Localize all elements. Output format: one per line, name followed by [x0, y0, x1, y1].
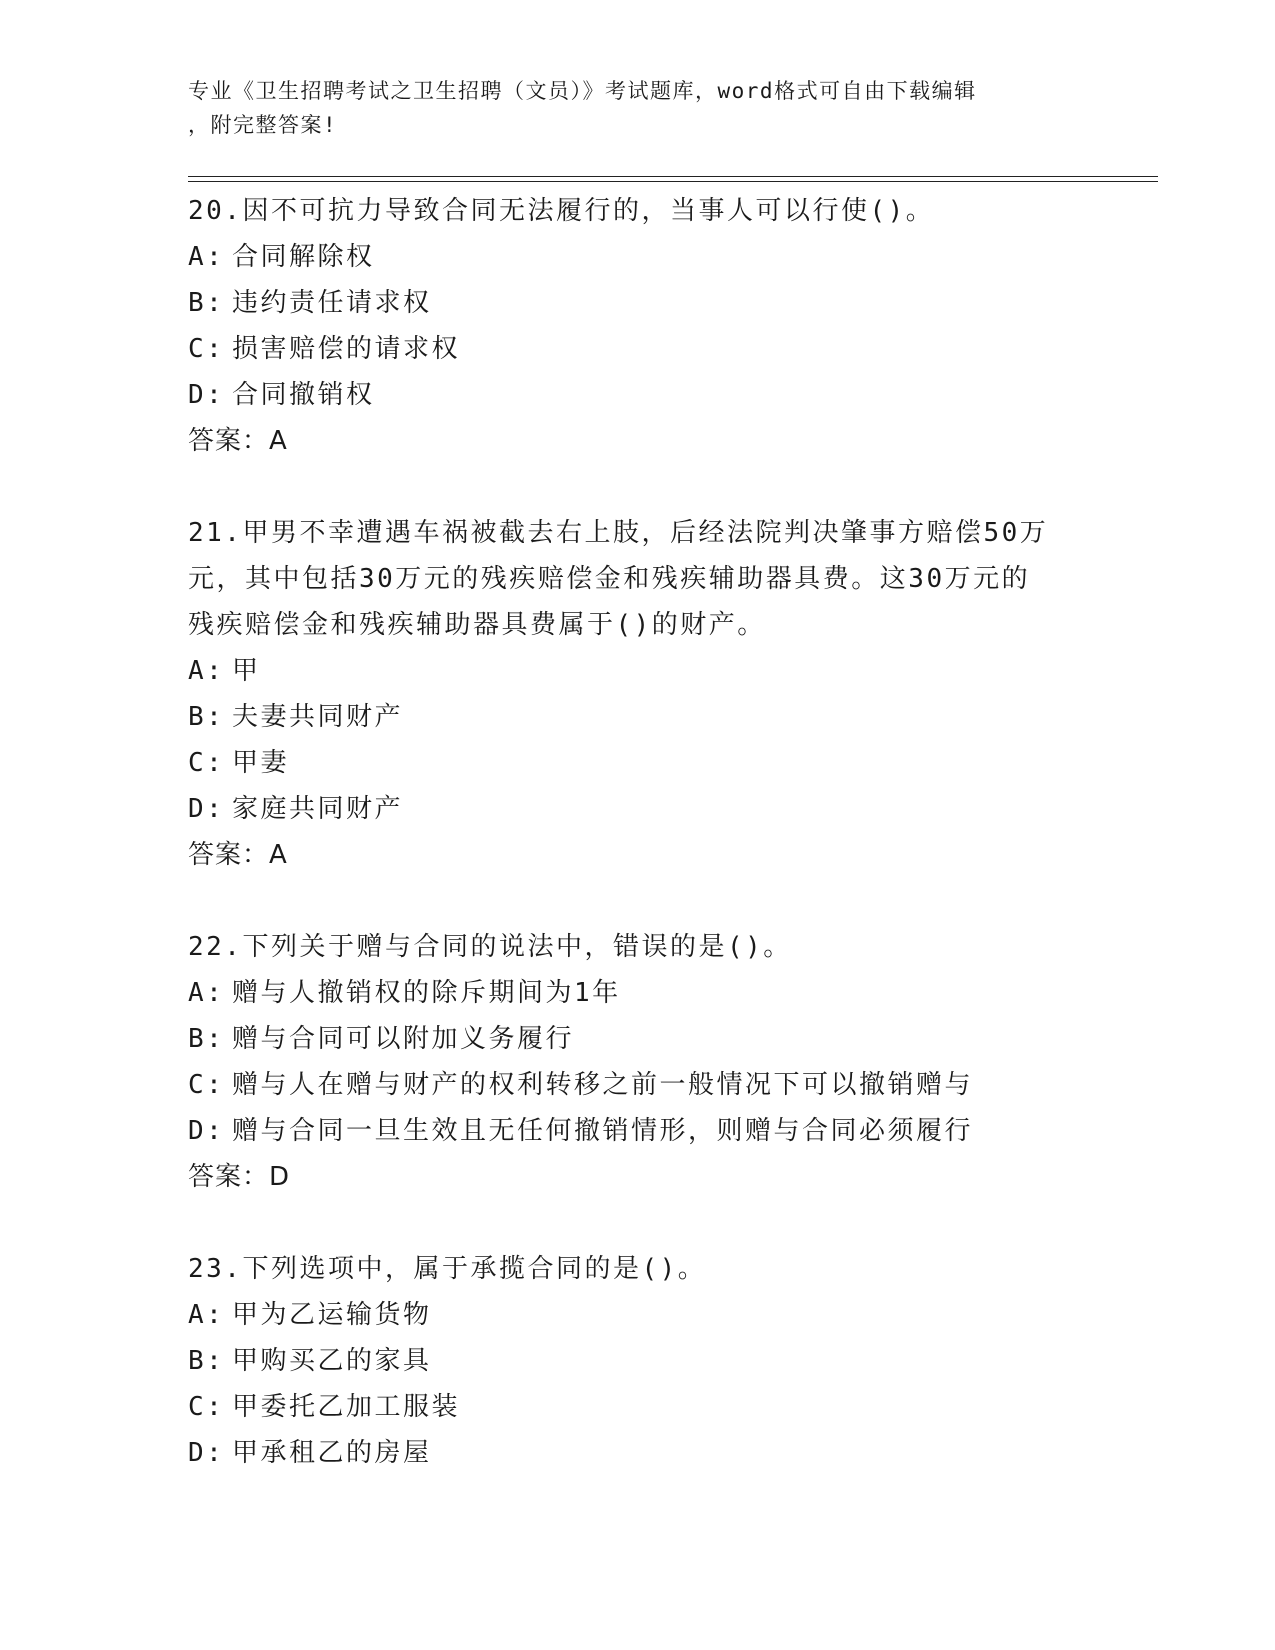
question-stem-line: 23.下列选项中，属于承揽合同的是()。 — [188, 1254, 707, 1284]
option-text: 甲委托乙加工服装 — [232, 1392, 461, 1422]
option-text: 甲购买乙的家具 — [232, 1346, 432, 1376]
option-letter: D: — [188, 1116, 225, 1146]
option-letter: C: — [188, 1070, 225, 1100]
question-list — [188, 188, 1088, 1522]
question-stem-line: 残疾赔偿金和残疾辅助器具费属于()的财产。 — [188, 610, 766, 640]
question-stem — [188, 510, 1088, 648]
answer-option — [188, 1108, 1088, 1154]
option-text: 损害赔偿的请求权 — [232, 334, 461, 364]
answer-option — [188, 786, 1088, 832]
header-divider-second — [188, 181, 1158, 182]
answer-option — [188, 740, 1088, 786]
option-text: 赠与人在赠与财产的权利转移之前一般情况下可以撤销赠与 — [232, 1070, 974, 1100]
question-stem — [188, 188, 1088, 234]
question-stem-line: 元，其中包括30万元的残疾赔偿金和残疾辅助器具费。这30万元的 — [188, 564, 1031, 594]
question-stem-line: 20.因不可抗力导致合同无法履行的，当事人可以行使()。 — [188, 196, 935, 226]
option-letter: B: — [188, 1024, 225, 1054]
answer-option — [188, 280, 1088, 326]
header-line-1: 专业《卫生招聘考试之卫生招聘（文员）》考试题库，word格式可自由下载编辑 — [188, 79, 977, 103]
answer-option — [188, 234, 1088, 280]
option-letter: C: — [188, 748, 225, 778]
option-letter: D: — [188, 1438, 225, 1468]
option-letter: B: — [188, 288, 225, 318]
answer-key: 答案：A — [188, 426, 288, 456]
answer-option — [188, 326, 1088, 372]
option-text: 赠与合同可以附加义务履行 — [232, 1024, 575, 1054]
option-letter: D: — [188, 380, 225, 410]
option-text: 赠与人撤销权的除斥期间为1年 — [232, 978, 621, 1008]
option-letter: C: — [188, 334, 225, 364]
question-stem — [188, 1246, 1088, 1292]
option-letter: C: — [188, 1392, 225, 1422]
answer-option — [188, 1292, 1088, 1338]
option-letter: A: — [188, 242, 225, 272]
header-line-2: ，附完整答案! — [188, 113, 338, 137]
option-text: 违约责任请求权 — [232, 288, 432, 318]
answer-key: 答案：D — [188, 1162, 291, 1192]
answer-option — [188, 372, 1088, 418]
option-text: 甲妻 — [232, 748, 290, 778]
option-text: 甲为乙运输货物 — [232, 1300, 432, 1330]
question-block — [188, 510, 1088, 878]
answer-option — [188, 1338, 1088, 1384]
answer-option — [188, 1430, 1088, 1476]
question-block — [188, 924, 1088, 1200]
document-header — [188, 74, 1088, 142]
answer-option — [188, 648, 1088, 694]
option-letter: B: — [188, 1346, 225, 1376]
question-stem-line: 22.下列关于赠与合同的说法中，错误的是()。 — [188, 932, 792, 962]
answer-option — [188, 970, 1088, 1016]
answer-key: 答案：A — [188, 840, 288, 870]
option-text: 甲 — [232, 656, 261, 686]
question-block — [188, 1246, 1088, 1476]
option-letter: A: — [188, 978, 225, 1008]
answer-option — [188, 1384, 1088, 1430]
option-text: 合同撤销权 — [232, 380, 375, 410]
option-text: 夫妻共同财产 — [232, 702, 404, 732]
answer-option — [188, 1016, 1088, 1062]
option-text: 赠与合同一旦生效且无任何撤销情形，则赠与合同必须履行 — [232, 1116, 974, 1146]
option-letter: D: — [188, 794, 225, 824]
option-text: 合同解除权 — [232, 242, 375, 272]
answer-option — [188, 1062, 1088, 1108]
option-letter: A: — [188, 1300, 225, 1330]
header-divider — [188, 176, 1158, 177]
option-letter: B: — [188, 702, 225, 732]
option-text: 家庭共同财产 — [232, 794, 404, 824]
option-letter: A: — [188, 656, 225, 686]
answer-option — [188, 694, 1088, 740]
question-block — [188, 188, 1088, 464]
question-stem — [188, 924, 1088, 970]
option-text: 甲承租乙的房屋 — [232, 1438, 432, 1468]
question-stem-line: 21.甲男不幸遭遇车祸被截去右上肢，后经法院判决肇事方赔偿50万 — [188, 518, 1049, 548]
